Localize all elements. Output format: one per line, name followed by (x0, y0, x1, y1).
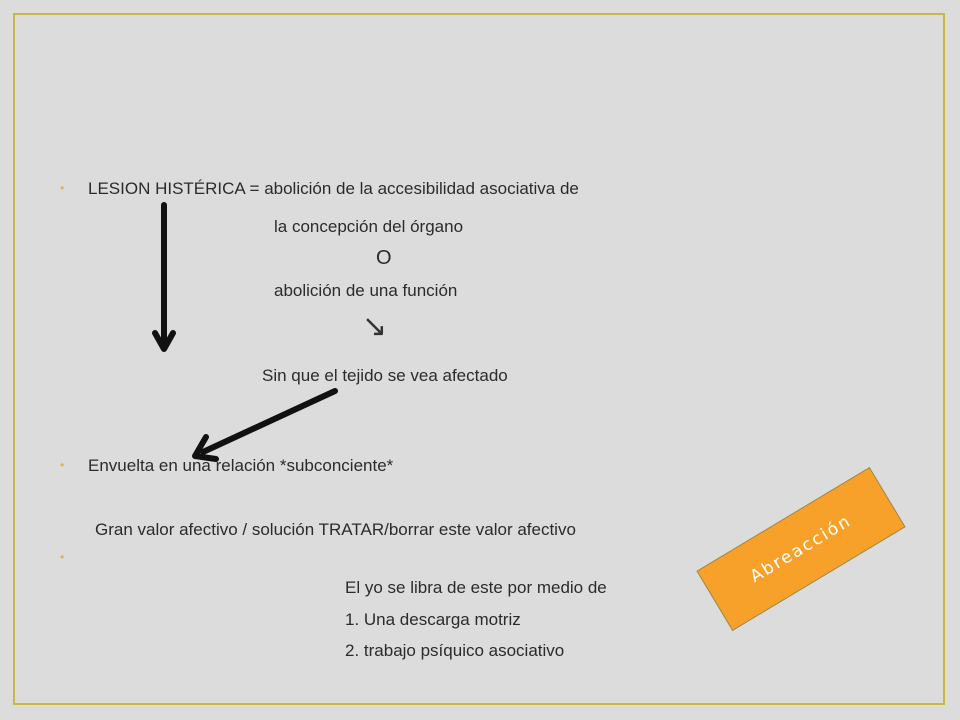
line-lesion-histerica: LESION HISTÉRICA = abolición de la accesibilidad asociativa de (88, 179, 579, 198)
bullet-2: • (60, 458, 65, 472)
line-concepcion-organo: la concepción del órgano (274, 217, 464, 236)
line-envuelta: Envuelta en una relación *subconciente* (88, 456, 394, 475)
down-right-arrow-icon: ↘ (362, 310, 388, 343)
line-trabajo-psiquico: 2. trabajo psíquico asociativo (345, 641, 565, 660)
line-abolicion-funcion: abolición de una función (274, 281, 458, 300)
bullet-3: • (60, 550, 65, 564)
diagonal-arrow-icon (195, 391, 335, 459)
line-descarga-motriz: 1. Una descarga motriz (345, 610, 521, 629)
bullet-1: • (60, 181, 65, 195)
abreaccion-label: Abreacción (746, 510, 856, 588)
line-el-yo: El yo se libra de este por medio de (345, 578, 607, 597)
line-gran-valor: Gran valor afectivo / solución TRATAR/borrar este valor afectivo (95, 520, 576, 539)
vertical-arrow-icon (155, 205, 173, 349)
line-o: O (376, 247, 392, 269)
line-sin-tejido: Sin que el tejido se vea afectado (262, 366, 508, 385)
